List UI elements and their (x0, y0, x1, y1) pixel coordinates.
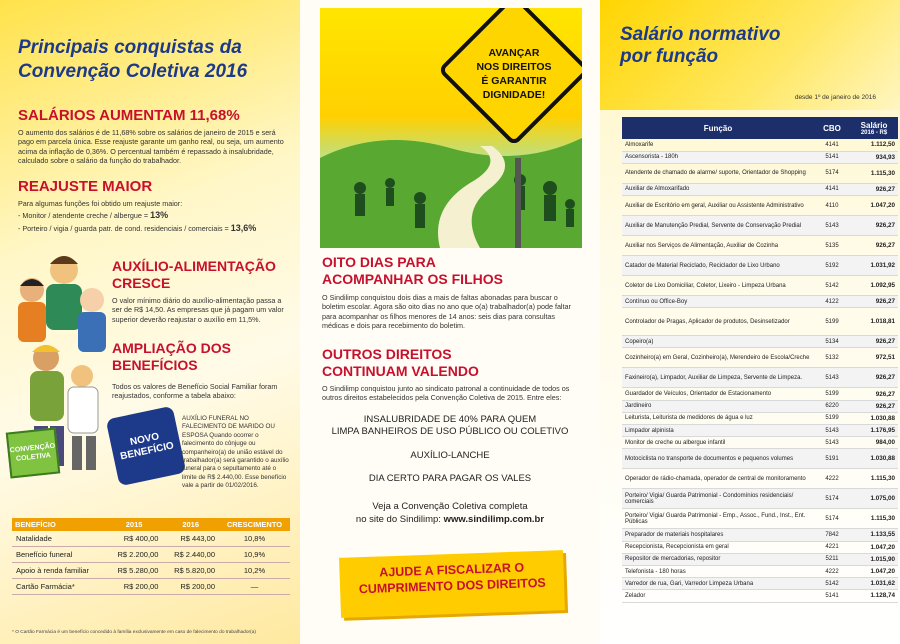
salario-cell: 1.018,81 (850, 308, 898, 336)
cbo-cell: 5199 (814, 412, 850, 424)
cell: R$ 5.280,00 (106, 563, 163, 579)
beneficios-table (12, 518, 290, 595)
cbo-cell: 6220 (814, 400, 850, 412)
table-row (622, 183, 898, 195)
salario-cell: 1.128,74 (850, 590, 898, 602)
cell: R$ 2.200,00 (106, 547, 163, 563)
outros-heading-line-1: OUTROS DIREITOS (322, 346, 452, 362)
cbo-cell: 4222 (814, 565, 850, 577)
funcao-cell: Copeiro(a) (622, 336, 814, 348)
ampliacao-heading-line-1: AMPLIAÇÃO DOS (112, 340, 231, 356)
cell: 10,9% (219, 547, 290, 563)
right-panel (600, 0, 900, 644)
oito-dias-heading (322, 254, 503, 288)
funcao-cell: Telefonista - 180 horas (622, 565, 814, 577)
salario-cell: 1.176,95 (850, 425, 898, 437)
funcao-cell: Jardineiro (622, 400, 814, 412)
title-line-1: Principais conquistas da (18, 37, 242, 58)
oito-heading-line-2: ACOMPANHAR OS FILHOS (322, 271, 503, 287)
reajuste-list (18, 199, 288, 233)
cbo-cell: 5132 (814, 348, 850, 368)
beneficios-header-row (12, 518, 290, 531)
auxilio-text: O valor mínimo diário do auxílio-alimentação passa a ser de R$ 14,50. As empresas que já pagam um valor superior deverão reajustar o auxílio em 11,5%. (112, 296, 284, 324)
funcao-cell: Operador de rádio-chamada, operador de central de monitoramento (622, 469, 814, 489)
middle-panel (300, 0, 600, 644)
funcao-cell: Monitor de creche ou albergue infantil (622, 437, 814, 449)
cell: Cartão Farmácia* (12, 579, 106, 595)
cbo-cell: 5199 (814, 308, 850, 336)
salario-cell: 1.047,20 (850, 541, 898, 553)
cell: R$ 200,00 (106, 579, 163, 595)
auxilio-heading-line-2: CRESCE (112, 275, 171, 291)
funcao-cell: Faxineiro(a), Limpador, Auxiliar de Limpeza, Servente de Limpeza. (622, 368, 814, 388)
salario-cell: 1.047,20 (850, 196, 898, 216)
cbo-cell: 7842 (814, 529, 850, 541)
main-title (18, 36, 288, 84)
salario-cell: 1.030,88 (850, 449, 898, 469)
salario-cell: 926,27 (850, 400, 898, 412)
funcao-cell: Auxiliar de Almoxarifado (622, 183, 814, 195)
salario-table (622, 117, 898, 603)
col-funcao: Função (622, 117, 814, 139)
table-row (12, 547, 290, 563)
oito-heading-line-1: OITO DIAS PARA (322, 254, 436, 270)
funcao-cell: Cozinheiro(a) em Geral, Cozinheiro(a), Merendeiro de Escola/Creche (622, 348, 814, 368)
salario-cell: 1.115,30 (850, 163, 898, 183)
table-row (622, 348, 898, 368)
table-row (622, 469, 898, 489)
salario-title (620, 24, 781, 68)
novo-beneficio-badge: NOVO BENEFÍCIO (106, 406, 187, 487)
cbo-cell: 5174 (814, 489, 850, 509)
funcao-cell: Porteiro/ Vigia/ Guarda Patrimonial - Emp., Assoc., Fund., Inst., Ent. Públicas (622, 509, 814, 529)
table-row (622, 529, 898, 541)
cell: Benefício funeral (12, 547, 106, 563)
salario-title-line-2: por função (620, 46, 719, 67)
cell: R$ 2.440,00 (162, 547, 219, 563)
cbo-cell: 5143 (814, 437, 850, 449)
cbo-cell: 4141 (814, 183, 850, 195)
cbo-cell: 4122 (814, 296, 850, 308)
cbo-cell: 4110 (814, 196, 850, 216)
salario-cell: 1.031,62 (850, 578, 898, 590)
fiscalizar-line-2: CUMPRIMENTO DOS DIREITOS (358, 575, 546, 597)
salario-cell: 1.015,90 (850, 553, 898, 565)
funcao-cell: Preparador de materiais hospitalares (622, 529, 814, 541)
cell: R$ 200,00 (162, 579, 219, 595)
sign-line-1: AVANÇAR (488, 47, 540, 59)
table-row (622, 578, 898, 590)
funcao-cell: Varredor de rua, Gari, Varredor Limpeza Urbana (622, 578, 814, 590)
salario-cell: 1.030,88 (850, 412, 898, 424)
cell: Apoio à renda familiar (12, 563, 106, 579)
table-row (622, 565, 898, 577)
salarios-text: O aumento dos salários é de 11,68% sobre os salários de janeiro de 2015 e será pago em parcela única. Esse reajuste garante um ganho real, ou seja, um aumento acima da inflação de 0,36%. O percentual também é repassado à insalubridade, calculado sobre o salário da função do trabalhador. (18, 128, 284, 166)
funcao-cell: Limpador alpinista (622, 425, 814, 437)
table-row (622, 509, 898, 529)
funcao-cell: Porteiro/ Vigia/ Guarda Patrimonial - Condomínios residenciais/ comerciais (622, 489, 814, 509)
cbo-cell: 5141 (814, 151, 850, 163)
warning-sign-text (460, 46, 568, 102)
ampliacao-heading (112, 340, 231, 374)
cell: R$ 5.820,00 (162, 563, 219, 579)
outros-heading-line-2: CONTINUAM VALENDO (322, 363, 479, 379)
funcao-cell: Auxiliar nos Serviços de Alimentação, Auxiliar de Cozinha (622, 236, 814, 256)
reajuste-heading: REAJUSTE MAIOR (18, 178, 153, 195)
cbo-cell: 4141 (814, 139, 850, 151)
cell: 10,2% (219, 563, 290, 579)
workers-illustration (6, 248, 114, 518)
salario-cell: 926,27 (850, 388, 898, 400)
veja-line-2 (310, 513, 590, 526)
funcao-cell: Motociclista no transporte de documentos e pequenos volumes (622, 449, 814, 469)
table-row (622, 336, 898, 348)
outros-heading (322, 346, 479, 380)
funcao-cell: Auxiliar de Escritório em geral, Auxiliar ou Assistente Administrativo (622, 196, 814, 216)
oito-dias-text: O Sindilimp conquistou dois dias a mais de faltas abonadas para buscar o boletim escolar. Agora são oito dias no ano que o(a) trabalhador(a) pode faltar para acompanhar os filhos menores de 14 anos: seis dias para consultas médicas e dois para recebimento do boletim. (322, 293, 571, 331)
table-row (622, 236, 898, 256)
salario-cell: 1.031,92 (850, 256, 898, 276)
sindilimp-link[interactable]: www.sindilimp.com.br (443, 514, 545, 525)
cbo-cell: 4221 (814, 541, 850, 553)
salario-cell: 926,27 (850, 236, 898, 256)
cbo-cell: 4222 (814, 469, 850, 489)
cbo-cell: 5174 (814, 163, 850, 183)
ampliacao-heading-line-2: BENEFÍCIOS (112, 357, 198, 373)
col-salario-sub: 2016 - R$ (860, 129, 888, 136)
left-panel (0, 0, 300, 644)
cbo-cell: 5135 (814, 236, 850, 256)
salario-cell: 1.133,55 (850, 529, 898, 541)
reajuste-item-2-pct: 13,6% (230, 222, 257, 233)
cbo-cell: 5134 (814, 336, 850, 348)
reajuste-item-1 (18, 211, 288, 220)
cbo-cell: 5174 (814, 509, 850, 529)
salario-cell: 1.047,20 (850, 565, 898, 577)
cbo-cell: 5191 (814, 449, 850, 469)
cbo-cell: 5192 (814, 256, 850, 276)
funcao-cell: Leiturista, Leiturista de medidores de água e luz (622, 412, 814, 424)
beneficios-col-crescimento: CRESCIMENTO (219, 518, 290, 531)
table-row (12, 579, 290, 595)
funcao-cell: Repositor de mercadorias, repositor (622, 553, 814, 565)
table-row (622, 541, 898, 553)
cbo-cell: 5211 (814, 553, 850, 565)
table-row (622, 308, 898, 336)
col-salario (850, 117, 898, 139)
direito-1-line-2: LIMPA BANHEIROS DE USO PÚBLICO OU COLETIVO (331, 426, 569, 437)
veja-convencao (310, 500, 590, 526)
salario-title-line-1: Salário normativo (620, 24, 781, 45)
funcao-cell: Guardador de Veículos, Orientador de Estacionamento (622, 388, 814, 400)
funcao-cell: Catador de Material Reciclado, Reciclador de Lixo Urbano (622, 256, 814, 276)
table-row (622, 412, 898, 424)
salario-cell: 1.115,30 (850, 509, 898, 529)
table-row (622, 276, 898, 296)
table-row (622, 590, 898, 602)
col-salario-label: Salário (860, 120, 888, 130)
funcao-cell: Contínuo ou Office-Boy (622, 296, 814, 308)
funcao-cell: Atendente de chamado de alarme/ suporte, Orientador de Shopping (622, 163, 814, 183)
table-row (12, 563, 290, 579)
salario-cell: 1.115,30 (850, 469, 898, 489)
table-row (622, 256, 898, 276)
funcao-cell: Auxiliar de Manutenção Predial, Servente de Conservação Predial (622, 216, 814, 236)
cbo-cell: 5142 (814, 578, 850, 590)
desde-date: desde 1º de janeiro de 2016 (794, 94, 876, 101)
salario-cell: 926,27 (850, 296, 898, 308)
funcao-cell: Recepcionista, Recepcionista em geral (622, 541, 814, 553)
cbo-cell: 5199 (814, 388, 850, 400)
outros-text: O Sindilimp conquistou junto ao sindicato patronal a continuidade de todos os outros direitos estabelecidos pela Convenção Coletiva de 2015. Entre eles: (322, 384, 570, 403)
fiscalizar-line-1: AJUDE A FISCALIZAR O (379, 560, 525, 580)
reajuste-item-2 (18, 224, 288, 233)
hero-illustration (320, 8, 582, 248)
table-row (622, 216, 898, 236)
salario-cell: 934,93 (850, 151, 898, 163)
cell: R$ 400,00 (106, 531, 163, 547)
cell: R$ 443,00 (162, 531, 219, 547)
funcao-cell: Coletor de Lixo Domiciliar, Coletor, Lixeiro - Limpeza Urbana (622, 276, 814, 296)
funcao-cell: Almoxarife (622, 139, 814, 151)
veja-line-2-text: no site do Sindilimp: (355, 514, 444, 525)
reajuste-intro: Para algumas funções foi obtido um reajuste maior: (18, 199, 183, 208)
table-row (622, 437, 898, 449)
reajuste-item-1-pct: 13% (150, 210, 169, 221)
table-row (622, 449, 898, 469)
table-row (622, 139, 898, 151)
cbo-cell: 5141 (814, 590, 850, 602)
auxilio-heading-line-1: AUXÍLIO-ALIMENTAÇÃO (112, 258, 276, 274)
table-row (622, 400, 898, 412)
table-row (622, 553, 898, 565)
cbo-cell: 5143 (814, 425, 850, 437)
cbo-cell: 5142 (814, 276, 850, 296)
salario-cell: 926,27 (850, 336, 898, 348)
direitos-list (310, 414, 590, 485)
sign-line-4: DIGNIDADE! (482, 89, 546, 101)
convencao-sign: CONVENÇÃO COLETIVA (6, 428, 61, 479)
beneficios-col-2016: 2016 (162, 518, 219, 531)
sign-line-2: NOS DIREITOS (476, 61, 552, 73)
table-row (622, 151, 898, 163)
salarios-heading: SALÁRIOS AUMENTAM 11,68% (18, 107, 240, 124)
direito-3: DIA CERTO PARA PAGAR OS VALES (368, 473, 532, 484)
salario-cell: 984,00 (850, 437, 898, 449)
table-row (622, 489, 898, 509)
salario-header-row (622, 117, 898, 139)
beneficios-col-2015: 2015 (106, 518, 163, 531)
salario-cell: 1.092,95 (850, 276, 898, 296)
salario-cell: 972,51 (850, 348, 898, 368)
cell: — (219, 579, 290, 595)
reajuste-item-2-text: - Porteiro / vigia / guarda patr. de cond. residenciais / comerciais = (18, 223, 231, 233)
table-row (622, 368, 898, 388)
auxilio-heading (112, 258, 276, 292)
direito-2: AUXÍLIO-LANCHE (410, 450, 490, 461)
funcao-cell: Controlador de Pragas, Aplicador de produtos, Desinsetizador (622, 308, 814, 336)
cell: Natalidade (12, 531, 106, 547)
table-row (622, 163, 898, 183)
funeral-text: AUXÍLIO FUNERAL NO FALECIMENTO DE MARIDO OU ESPOSA Quando ocorrer o falecimento do cônjuge ou companheiro(a) de união estável do trabalhador(a) será garantido o auxílio funeral para o sepultamento até o limite de R$ 2.440,00. Esse benefício vale a partir de 01/02/2016. (182, 415, 289, 490)
title-line-2: Convenção Coletiva 2016 (18, 61, 248, 82)
sign-line-3: É GARANTIR (481, 75, 547, 87)
cbo-cell: 5143 (814, 368, 850, 388)
salario-cell: 926,27 (850, 183, 898, 195)
reajuste-item-1-text: - Monitor / atendente creche / albergue = (18, 211, 151, 221)
table-row (12, 531, 290, 547)
table-row (622, 388, 898, 400)
table-row (622, 196, 898, 216)
salario-cell: 1.112,50 (850, 139, 898, 151)
beneficios-col-beneficio: BENEFÍCIO (12, 518, 106, 531)
direito-1-line-1: INSALUBRIDADE DE 40% PARA QUEM (363, 414, 537, 425)
funcao-cell: Ascensorista - 180h (622, 151, 814, 163)
funcao-cell: Zelador (622, 590, 814, 602)
veja-line-1: Veja a Convenção Coletiva completa (372, 501, 528, 512)
salario-cell: 926,27 (850, 216, 898, 236)
table-footnote: * O Cartão Farmácia é um benefício concedido à família exclusivamente em caso de falecimento do trabalhador(a) (12, 630, 256, 635)
salario-cell: 926,27 (850, 368, 898, 388)
cbo-cell: 5143 (814, 216, 850, 236)
ampliacao-text: Todos os valores de Benefício Social Familiar foram reajustados, conforme a tabela abaixo: (112, 382, 278, 401)
salario-cell: 1.075,00 (850, 489, 898, 509)
col-cbo: CBO (814, 117, 850, 139)
table-row (622, 425, 898, 437)
table-row (622, 296, 898, 308)
cell: 10,8% (219, 531, 290, 547)
